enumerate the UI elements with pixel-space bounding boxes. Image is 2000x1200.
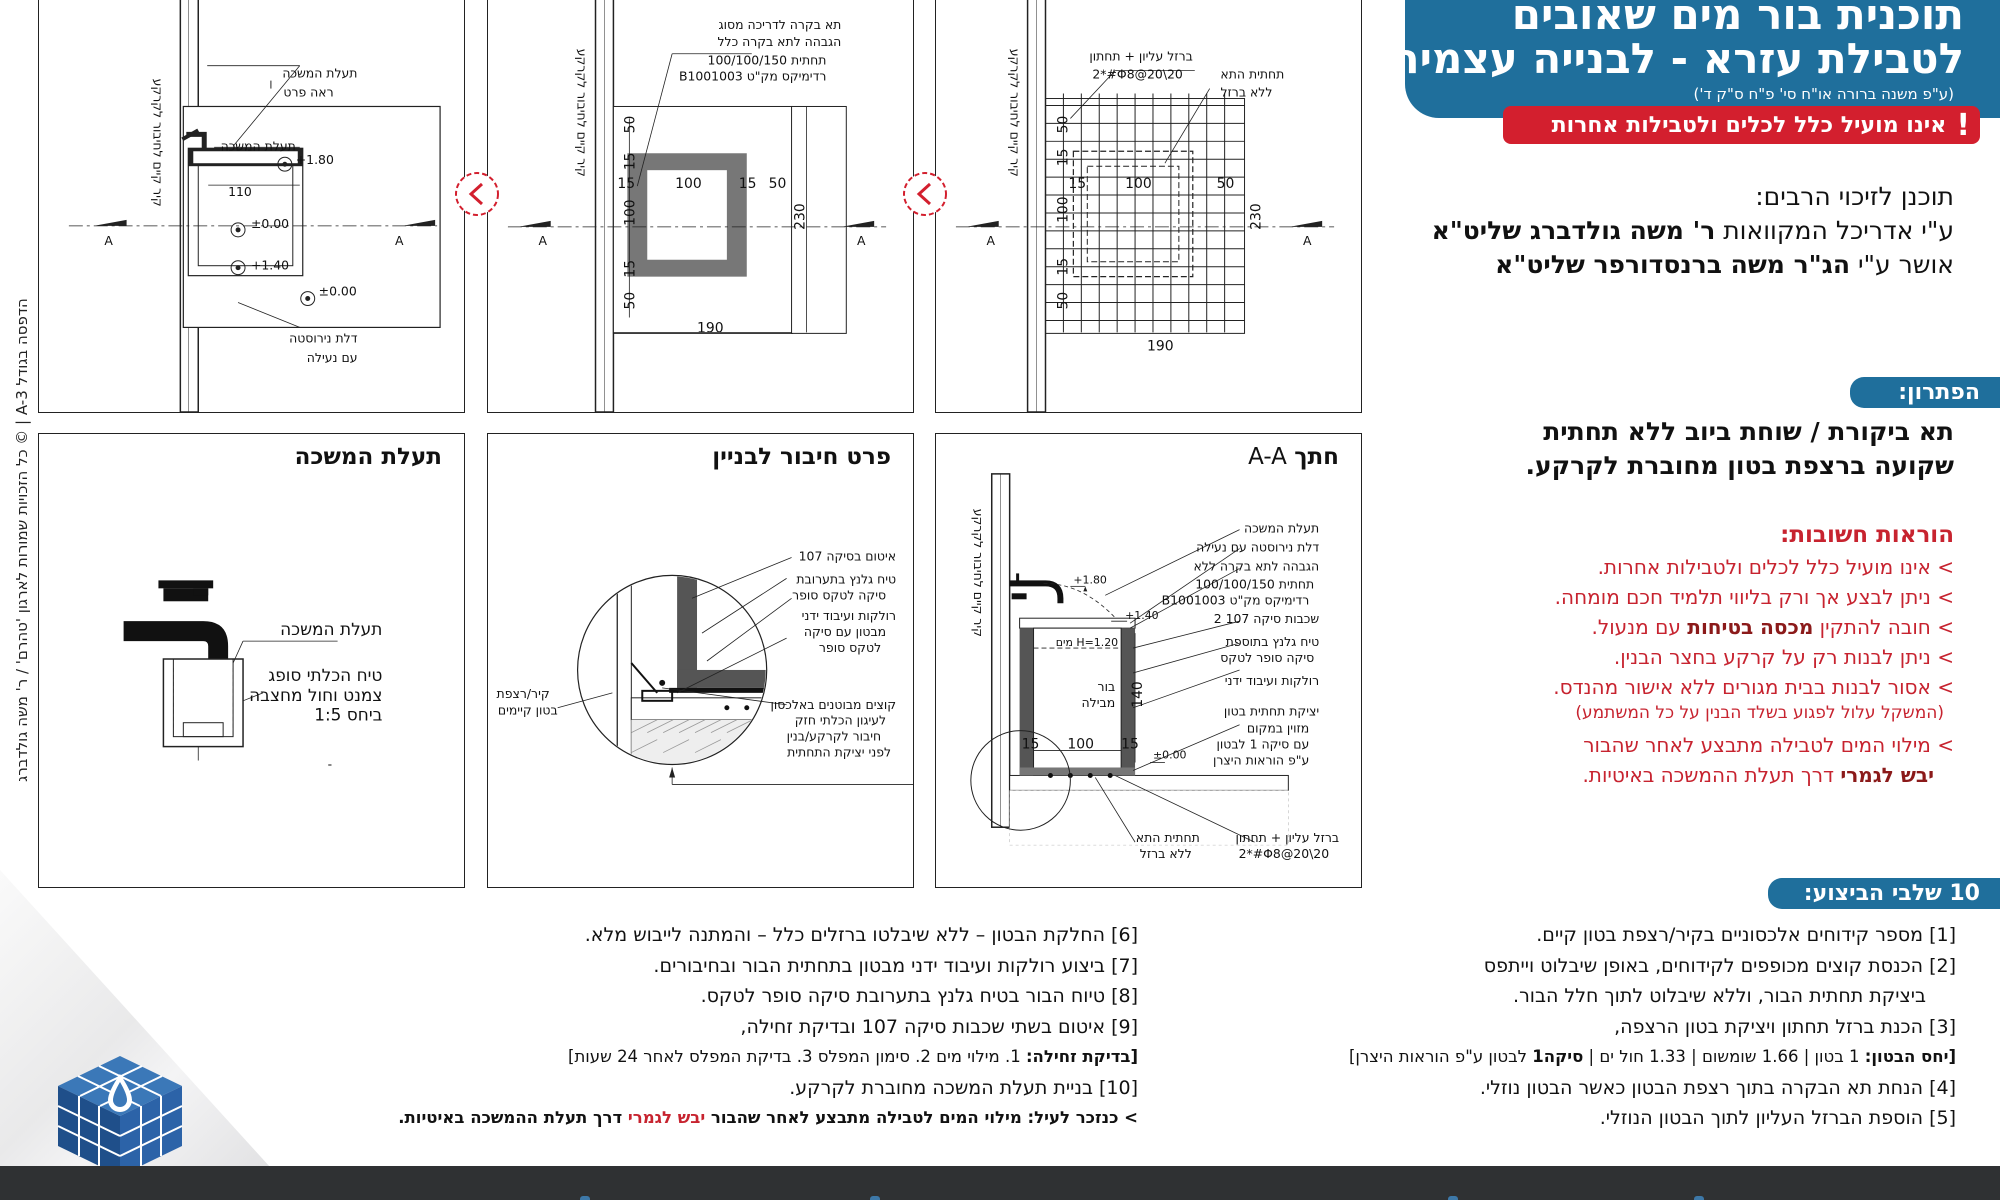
panel-title-connection: פרט חיבור לבניין [712, 444, 891, 470]
section-a-left: A [986, 232, 996, 248]
dim-50-top: 50 [622, 115, 639, 134]
panel-plan-channel [38, 0, 465, 413]
dim-15-bottom: 15 [1055, 257, 1072, 276]
label-latex-super: לטקס סופר [818, 640, 882, 656]
level-180: +1.80 [295, 152, 334, 168]
label-manufacturer: ע"פ הוראות היצרן [1212, 752, 1310, 768]
reminder-red: יבש לגמרי [627, 1108, 706, 1127]
panel-title-channel: תעלת המשכה [294, 444, 442, 470]
level-000: ±0.00 [1152, 748, 1187, 762]
label-bottom: תחתית התא [1135, 830, 1200, 846]
dim-50-bottom: 50 [1055, 291, 1072, 310]
instruction-3-suffix: עם מנעול. [1591, 615, 1688, 639]
step-3: [3] הכנת ברזל תחתון ויציקת בטון הרצפה, [1614, 1015, 1956, 1038]
footer-tick [1694, 1196, 1704, 1200]
dim-100-vert: 100 [622, 199, 639, 226]
dim-100-horiz: 100 [1125, 176, 1152, 193]
credits-approved-prefix: אושר ע"י [1850, 250, 1954, 279]
section-a-right: A [1302, 232, 1312, 248]
level-140: +1.40 [251, 257, 290, 273]
label-bottom-1: תחתית התא [1220, 66, 1285, 82]
dim-15-right: 15 [738, 176, 757, 193]
credits-architect: ר' משה גולדברג שליט"א [1431, 216, 1716, 245]
label-rebar-spec: 2*#Φ8@20\20 [1238, 846, 1330, 862]
plan-channel-drawing [39, 0, 464, 412]
label-channel-2: תעלת המשכה [220, 138, 296, 154]
label-plaster-3: 1:5 ביחס [314, 704, 383, 725]
instructions-title: הוראות חשובות: [1780, 522, 1954, 548]
title-rest: A-A [1248, 444, 1295, 470]
water-cube-logo-icon [50, 1052, 190, 1180]
warning-text: אינו מועיל כלל לכלים ולטבילות אחרות [1551, 112, 1947, 138]
step-8: [8] טיוח הבור בטיח גלנץ בתערובת סיקה סופר לטקס. [700, 985, 1138, 1007]
dim-50-right: 50 [768, 176, 787, 193]
plan-chamber-drawing [488, 0, 913, 412]
dim-190: 190 [1147, 338, 1174, 355]
label-cast-base: יציקת תחתית בטון [1223, 703, 1320, 719]
dim-50-top: 50 [1055, 115, 1072, 134]
label-rollers: רולקות ועיבוד ידני [1224, 672, 1320, 688]
label-before-cast: לפני יציקת התחתית [787, 744, 892, 760]
step-1: [1] מספר קידוחים אלכסוניים בקיר/רצפת בטון קיים. [1536, 924, 1956, 946]
instruction-3-prefix: > חובה להתקין [1813, 615, 1954, 639]
instruction-item-6: > מילוי המים לטבילה מתבצע לאחר שהבור [1583, 733, 1954, 757]
step-9: [9] איטום בשתי שכבות סיקה 107 ובדיקת זחילה, [740, 1015, 1138, 1038]
label-rebar: ברזל עליון + תחתון [1235, 830, 1340, 846]
ratio-sika: סיקה1 [1532, 1047, 1584, 1066]
label-ground-link: חיבור לקרקע/בנין [786, 728, 882, 744]
copyright-text: הדפסה בגודל A-3 | © כל הזכויות שמורות לארגון 'טהרם' / ר' משה גולדברג [13, 298, 31, 782]
channel-detail-drawing [39, 434, 464, 887]
footer-bar [0, 1166, 2000, 1200]
steps-left-column [398, 920, 1138, 1134]
label-door: דלת נירוסטה עם נעילה [1196, 539, 1320, 555]
label-wall: קיר קיים לחיבור לקרקע [970, 508, 986, 637]
label-see-detail: ראה פרט [283, 84, 334, 100]
dim-15-right: 15 [1121, 736, 1139, 753]
title-banner [1390, 0, 2000, 118]
label-no-rebar: ללא ברזל [1139, 846, 1192, 862]
label-channel: תעלת המשכה [280, 619, 383, 640]
exclamation-icon: ! [1956, 107, 1970, 143]
label-wall: קיר קיים לחיבור לקרקע [150, 78, 166, 207]
reminder-bold: > כנזכר לעיל: מילוי המים לטבילה מתבצע לאחר שהבור [705, 1108, 1138, 1127]
label-readymix: B1001003 רדימיקס מק"ט [1161, 592, 1310, 608]
section-aa-drawing [936, 434, 1361, 887]
ratio-label: [יחס הבטון: [1864, 1047, 1956, 1066]
credits-line-2 [1432, 214, 1954, 248]
label-wall-floor: קיר/רצפת [496, 685, 550, 701]
label-base: 100/100/150 תחתית [1195, 576, 1315, 592]
label-water-height: מים H=1.20 [1055, 636, 1119, 650]
label-plaster-1: טיח הכלתי סופג [268, 664, 383, 685]
step-10: [10] בניית תעלת המשכה מחוברת לקרקע. [789, 1076, 1138, 1099]
solution-line-2: שקועה ברצפת בטון מחוברת לקרקע. [1525, 451, 1954, 480]
label-raise: הגבהה לתא בקרה ללא [1193, 558, 1320, 574]
reminder-line [398, 1103, 1138, 1134]
label-bottom-2: ללא ברזל [1220, 84, 1273, 100]
ratio-tail: לבטון ע"פ הוראות היצרן] [1348, 1047, 1533, 1066]
instruction-item-3 [1553, 612, 1954, 642]
section-a-left: A [538, 232, 548, 248]
section-a-left: A [104, 232, 113, 248]
steps-tag: 10 שלבי הביצוע: [1768, 878, 2000, 909]
dim-15-left: 15 [1021, 736, 1040, 753]
warning-badge [1503, 106, 1980, 144]
section-a-right: A [856, 232, 866, 248]
dash-mark: - [327, 756, 333, 772]
step-6: [6] החלקת הבטון – ללא שיבלטו ברזלים כלל – והמתנה לייבוש מלא. [584, 924, 1138, 946]
label-rebar-1: ברזל עליון + תחתון [1089, 48, 1193, 64]
level-000: ±0.00 [251, 215, 290, 231]
rebar-grid [1045, 94, 1244, 333]
label-plaster-2: צמנט וחול מחצבה [249, 684, 383, 705]
step-5: [5] הוספת הברזל העליון לתוך הבטון הנוזלי. [1599, 1107, 1956, 1129]
label-sika-latex: סיקה סופר לטקס [1220, 649, 1315, 665]
title-bold: חתך [1294, 444, 1339, 470]
creep-test-text: 1. מילוי מים 2. סימון המפלס 3. בדיקת המפלס לאחר 24 שעות] [568, 1047, 1026, 1066]
label-chamber-3: 100/100/150 תחתית [707, 52, 827, 68]
label-reinforced: מזוין במקום [1246, 720, 1310, 736]
panel-connection-detail [487, 433, 914, 888]
level-140: +1.40 [1125, 609, 1159, 623]
reminder-tail: דרך תעלת ההמשכה באיטיות. [398, 1108, 628, 1127]
label-existing-concrete: בטון קיימים [497, 702, 558, 718]
title-line-2: לטבילת עזרא - לבנייה עצמית [1390, 34, 1964, 83]
footer-tick [580, 1196, 590, 1200]
dim-110: 110 [228, 184, 252, 200]
credits-line-3 [1432, 248, 1954, 282]
label-channel: תעלת המשכה [282, 65, 358, 81]
label-door-2: עם נעילה [306, 350, 358, 366]
solution-line-1: תא ביקורת / שוחת ביוב ללא תחתית [1543, 417, 1954, 446]
instruction-note: (המשקל עלול לפגוע בשלד הבנין על כל המשתמע) [1575, 703, 1944, 723]
label-anchoring: לעיגון הכלתי חזק [794, 712, 887, 728]
label-pit: בור [1097, 678, 1116, 694]
label-sika1: עם סיקה 1 לבטון [1216, 736, 1310, 752]
step-7: [7] ביצוע רולקות ועיבוד ידני מבטון בתחתית הבור ובחיבורים. [653, 954, 1138, 977]
title-line-1: תוכנית בור מים שאובים [1511, 0, 1964, 39]
dim-50-right: 50 [1216, 176, 1235, 193]
creep-test-label: [בדיקת זחילה: [1025, 1047, 1138, 1066]
instruction-item-2: > ניתן לבצע אך ורק בליווי תלמיד חכם מומחה. [1554, 585, 1954, 609]
label-wall: קיר קיים לחיבור לקרקע [1007, 48, 1023, 177]
dim-190: 190 [697, 320, 724, 337]
instruction-dry-suffix: דרך תעלת ההמשכה באיטיות. [1582, 763, 1841, 787]
footer-tick [1448, 1196, 1458, 1200]
label-wall: קיר קיים לחיבור לקרקע [574, 48, 590, 177]
label-immersion: מבילה [1081, 694, 1116, 710]
level-000-b: ±0.00 [318, 283, 357, 299]
section-a-right: A [395, 232, 404, 248]
label-glanz: טיח גלנץ בתוספת [1225, 634, 1320, 650]
instruction-item-4: > ניתן לבנות רק על קרקע בחצר הבנין. [1613, 645, 1954, 669]
label-channel: תעלת המשכה [1243, 520, 1320, 536]
label-sika-latex: סיקה לטקס סופר [792, 587, 887, 603]
label-chamber-1: תא בקרה לדריכה מסוג [718, 16, 842, 32]
instructions-block [1553, 518, 1954, 790]
label-chamber-4: B1001003 רדימיקס מק"ט [678, 68, 827, 84]
label-spikes: קוצים מבוטנים באלכסון [770, 696, 897, 712]
label-concrete-sika: מבטון עם סיקה [803, 624, 887, 640]
step-2: [2] הכנסת קוצים מכופפים לקידוחים, באופן שיבלוט וייתפס [1483, 954, 1956, 977]
solution-tag: הפתרון: [1850, 377, 2000, 408]
dim-100-horiz: 100 [675, 176, 702, 193]
credits-line-1: תוכנן לזיכוי הרבים: [1755, 182, 1954, 211]
level-180: +1.80 [1073, 573, 1107, 587]
instruction-3-bold: מכסה בטיחות [1687, 615, 1814, 639]
dim-15-top: 15 [622, 152, 639, 171]
credits-block [1432, 180, 1954, 282]
dim-230: 230 [792, 203, 809, 230]
dim-50-bottom: 50 [622, 291, 639, 310]
connection-detail-drawing [488, 434, 913, 887]
solution-text [1526, 415, 1954, 483]
instruction-item-5: > אסור לבנות בבית מגורים ללא אישור מהנדס. [1553, 675, 1954, 699]
dim-230: 230 [1248, 203, 1265, 230]
steps-right-column [1349, 920, 1956, 1134]
chevron-left-icon [454, 171, 500, 217]
panel-channel-detail [38, 433, 465, 888]
dim-15-left: 15 [1068, 176, 1087, 193]
dim-140: 140 [1130, 681, 1147, 708]
instruction-dry-bold: יבש לגמרי [1840, 763, 1934, 787]
instruction-item-6-cont [1553, 760, 1954, 790]
panel-plan-chamber [487, 0, 914, 413]
label-door: דלת נירוסטה [289, 330, 358, 346]
dim-15-top: 15 [1055, 148, 1072, 167]
title-source-note: (ע"פ משנה ברורה או"ח סי' פ"ח ס"ק ד') [1693, 85, 1954, 103]
label-sika-layers: 2 שכבות סיקה 107 [1213, 611, 1320, 627]
dim-100-vert: 100 [1055, 196, 1072, 223]
step-2-cont: ביציקת תחתית הבור, וללא שיבלוט לתוך חלל הבור. [1513, 985, 1926, 1007]
concrete-ratio [1349, 1042, 1956, 1073]
label-rebar-2: 2*#Φ8@20\20 [1092, 66, 1183, 82]
chevron-left-icon [902, 171, 948, 217]
panel-plan-rebar [935, 0, 1362, 413]
label-rollers: רולקות ועיבוד ידני [801, 608, 897, 624]
label-chamber-2: הגבהה לתא בקרה כלל [717, 33, 842, 49]
footer-tick [870, 1196, 880, 1200]
credits-prefix: ע"י אדריכל המקוואות [1715, 216, 1954, 245]
label-glanz: טיח גלנץ בתערובת [796, 571, 897, 587]
label-sika-107: איטום בסיקה 107 [798, 548, 897, 564]
dim-15-left: 15 [617, 176, 636, 193]
plan-rebar-drawing [936, 0, 1361, 412]
creep-test [398, 1042, 1138, 1073]
dim-15-bottom: 15 [622, 259, 639, 278]
panel-section-aa [935, 433, 1362, 888]
dim-100: 100 [1067, 736, 1094, 753]
credits-rabbi: הג"ר משה ברנסדורפר שליט"א [1495, 250, 1851, 279]
step-4: [4] הנחת תא הבקרה בתוך רצפת הבטון כאשר הבטון נוזלי. [1479, 1076, 1956, 1099]
instruction-item-1: > אינו מועיל כלל לכלים ולטבילות אחרות. [1597, 555, 1954, 579]
ratio-text: 1 בטון | 1.66 שומשום | 1.33 חול ים | [1583, 1047, 1865, 1066]
